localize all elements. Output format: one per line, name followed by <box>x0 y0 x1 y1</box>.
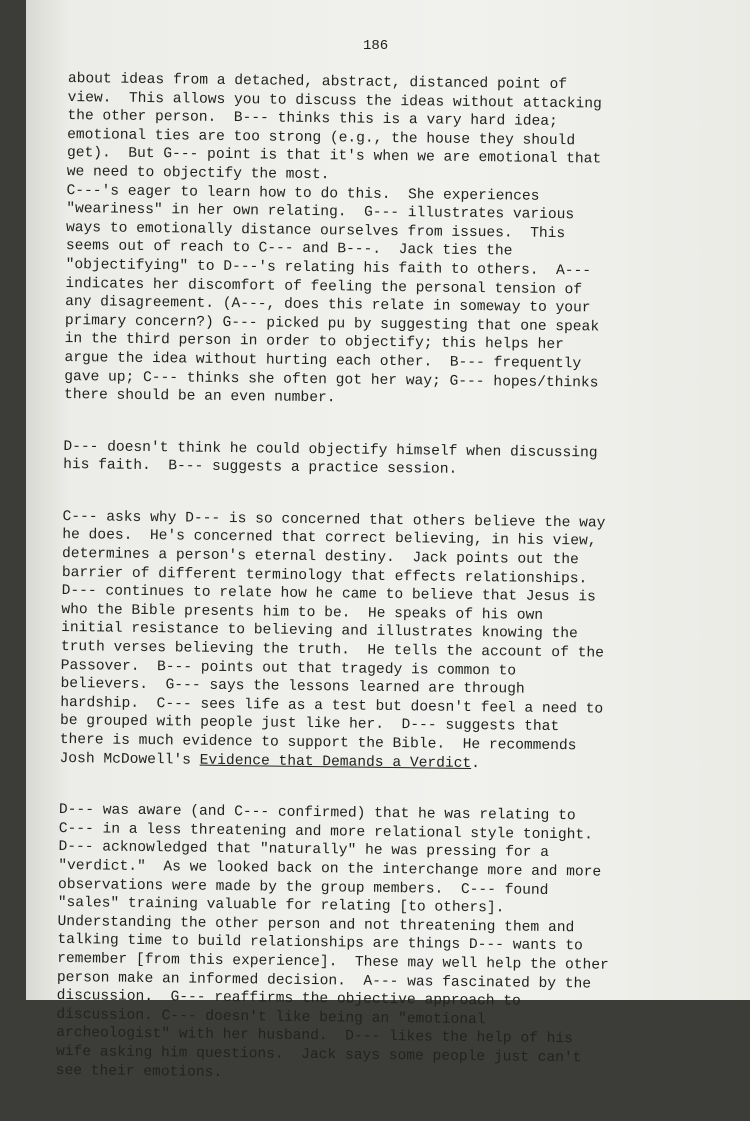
text-line: "verdict." As we looked back on the interchange more and more <box>58 857 602 881</box>
text-line: "sales" training valuable for relating [to others]. <box>57 895 505 917</box>
text-line: see their emotions. <box>55 1062 223 1081</box>
text-line: C--- asks why D--- is so concerned that others believe the way <box>62 508 606 532</box>
text-line: indicates her discomfort of feeling the personal tension of <box>65 275 583 298</box>
text-line: C---'s eager to learn how to do this. She experiences <box>66 182 540 205</box>
text-line: seems out of reach to C--- and B---. Jack ties the <box>65 238 513 260</box>
text-line: observations were made by the group members. C--- found <box>57 876 549 899</box>
page-number: 186 <box>363 38 389 54</box>
text-line: D--- was aware (and C--- confirmed) that he was relating to <box>58 802 576 825</box>
text-line: he does. He's concerned that correct believing, in his view, <box>62 527 597 550</box>
text-line: view. This allows you to discuss the ideas without attacking <box>67 89 602 113</box>
paragraph-1 <box>64 70 708 412</box>
text-line: ways to emotionally distance ourselves from issues. This <box>65 219 566 242</box>
book-reference-suffix: . <box>471 755 481 772</box>
text-line: D--- continues to relate how he came to believe that Jesus is <box>61 583 596 606</box>
paragraph-2 <box>63 438 703 483</box>
text-line: emotional ties are too strong (e.g., the house they should <box>67 126 576 149</box>
text-line: wife asking him questions. Jack says some people just can't <box>55 1043 582 1067</box>
text-line: there is much evidence to support the Bible. He recommends <box>59 731 577 755</box>
text-line: hardship. C--- sees life as a test but doesn't feel a need to <box>60 694 604 718</box>
text-line: initial resistance to believing and illustrates knowing the <box>61 620 578 643</box>
paragraph-4 <box>56 801 699 1088</box>
text-line: D--- acknowledged that "naturally" he was pressing for a <box>58 839 550 862</box>
text-line: about ideas from a detached, abstract, distanced point of <box>67 70 568 94</box>
book-title: Evidence that Demands a Verdict <box>199 752 472 772</box>
text-line: there should be an even number. <box>63 387 336 407</box>
text-line: his faith. B--- suggests a practice session. <box>63 457 458 479</box>
text-line: Passover. B--- points out that tragedy is common to <box>60 657 517 680</box>
text-line: C--- in a less threatening and more relational style tonight. <box>58 820 594 844</box>
text-line: "weariness" in her own relating. G--- illustrates various <box>66 201 575 224</box>
text-line: gave up; C--- thinks she often got her way; G--- hopes/thinks <box>64 368 599 392</box>
text-line: determines a person's eternal destiny. Jack points out the <box>61 546 579 569</box>
book-reference-prefix: Josh McDowell's <box>59 750 200 769</box>
text-line: we need to objectify the most. <box>66 163 330 184</box>
text-line: D--- doesn't think he could objectify himself when discussing <box>63 438 598 462</box>
text-line: be grouped with people just like her. D--- suggests that <box>59 713 560 736</box>
document-page <box>26 0 750 1081</box>
text-line: truth verses believing the truth. He tells the account of the <box>60 638 604 662</box>
text-line: barrier of different terminology that effects relationships. <box>61 564 588 588</box>
text-line: "objectifying" to D---'s relating his faith to others. A--- <box>65 256 592 280</box>
text-line: person make an informed decision. A--- was fascinated by the <box>56 969 592 992</box>
text-line: archeologist" with her husband. D--- likes the help of his <box>56 1025 573 1048</box>
text-line: the other person. B--- thinks this is a vary hard idea; <box>67 108 558 131</box>
text-line: discussion. G--- reaffirms the objective approach to <box>56 988 521 1010</box>
text-line: in the third person in order to objectify; this helps her <box>64 331 564 354</box>
text-line: discussion. C--- doesn't like being an "emotional <box>56 1006 486 1028</box>
text-line: talking time to build relationships are things D--- wants to <box>57 932 583 955</box>
text-line: argue the idea without hurting each other. B--- frequently <box>64 349 582 373</box>
text-line: any disagreement. (A---, does this relate in someway to your <box>65 294 591 317</box>
paragraph-3 <box>59 508 702 776</box>
text-line: get). But G--- point is that it's when we are emotional that <box>66 145 602 168</box>
text-line: remember [from this experience]. These may well help the other <box>57 950 609 974</box>
text-line: Understanding the other person and not threatening them and <box>57 913 575 936</box>
body-text <box>55 70 708 1121</box>
text-line: who the Bible presents him to be. He speaks of his own <box>61 601 544 624</box>
text-line: believers. G--- says the lessons learned are through <box>60 676 525 698</box>
text-line: primary concern?) G--- picked pu by suggesting that one speak <box>64 312 600 336</box>
